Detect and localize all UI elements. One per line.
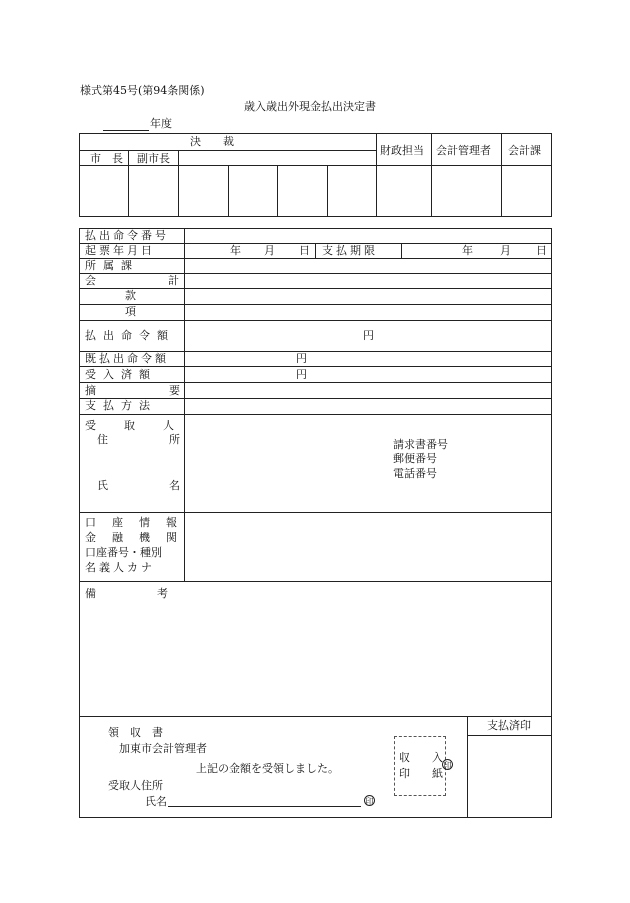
deputy-mayor-label: 副市長: [137, 152, 170, 165]
mayor-label: 市 長: [90, 152, 123, 165]
bank-label: 金融機関: [85, 531, 193, 544]
revenue-stamp-box: [394, 736, 446, 796]
receipt-addressee: 加東市会計管理者: [119, 742, 207, 755]
kessai-label: 決 裁: [190, 135, 234, 148]
pay-method-label: 支払方法: [85, 399, 157, 412]
account-info-label: 口座情報: [85, 516, 193, 529]
payee-label: 受取人: [85, 419, 202, 432]
account-label: 会 計: [85, 274, 179, 287]
kou-label: 項: [125, 305, 136, 318]
order-amount-label: 払出命令額: [85, 329, 175, 342]
received-amount-label: 受入済額: [85, 368, 157, 381]
prev-amount-yen: 円: [296, 352, 307, 365]
phone-label: 電話番号: [393, 467, 437, 480]
draft-year: 年: [230, 244, 241, 257]
remarks-label: 備考: [85, 587, 229, 600]
order-no-label: 払出命令番号: [85, 229, 169, 242]
holder-kana-label: 名義人カナ: [85, 561, 155, 574]
revenue-stamp-line2: 印 紙: [399, 767, 443, 780]
fiscal-year-label: 年度: [150, 117, 172, 130]
name-label: 氏名: [97, 479, 241, 492]
account-no-type-label: 口座番号・種別: [85, 546, 162, 559]
prev-amount-label: 既払出命令額: [85, 352, 169, 365]
form-number: 様式第45号(第94条関係): [80, 84, 205, 97]
draft-month: 月: [264, 244, 275, 257]
received-amount-yen: 円: [296, 368, 307, 381]
receiver-address-label: 受取人住所: [108, 779, 163, 792]
paid-stamp-label: 支払済印: [487, 719, 531, 732]
fiscal-year-blank[interactable]: [103, 130, 149, 131]
address-label: 住所: [97, 433, 241, 446]
deadline-month: 月: [500, 244, 511, 257]
deadline-year: 年: [462, 244, 473, 257]
postal-code-label: 郵便番号: [393, 452, 437, 465]
receiver-name-label: 氏名: [145, 795, 167, 808]
treasurer-label: 会計管理者: [436, 144, 491, 157]
stamp-seal-icon: 印: [443, 761, 452, 770]
receipt-title: 領 収 書: [108, 726, 163, 739]
pay-deadline-label: 支払期限: [322, 244, 378, 257]
receipt-statement: 上記の金額を受領しました。: [196, 762, 339, 775]
draft-date-label: 起票年月日: [85, 244, 155, 257]
accounting-dept-label: 会計課: [508, 144, 541, 157]
summary-label: 摘要: [85, 384, 253, 397]
draft-day: 日: [299, 244, 310, 257]
finance-label: 財政担当: [380, 144, 424, 157]
kan-label: 款: [125, 289, 136, 302]
invoice-no-label: 請求書番号: [393, 438, 448, 451]
seal-mark-icon: 印: [365, 797, 374, 806]
revenue-stamp-line1: 収 入: [399, 751, 443, 764]
receiver-name-line[interactable]: [168, 806, 361, 807]
department-label: 所属課: [85, 259, 139, 272]
order-amount-yen: 円: [363, 329, 374, 342]
deadline-day: 日: [536, 244, 547, 257]
form-title: 歳入歳出外現金払出決定書: [244, 100, 376, 113]
